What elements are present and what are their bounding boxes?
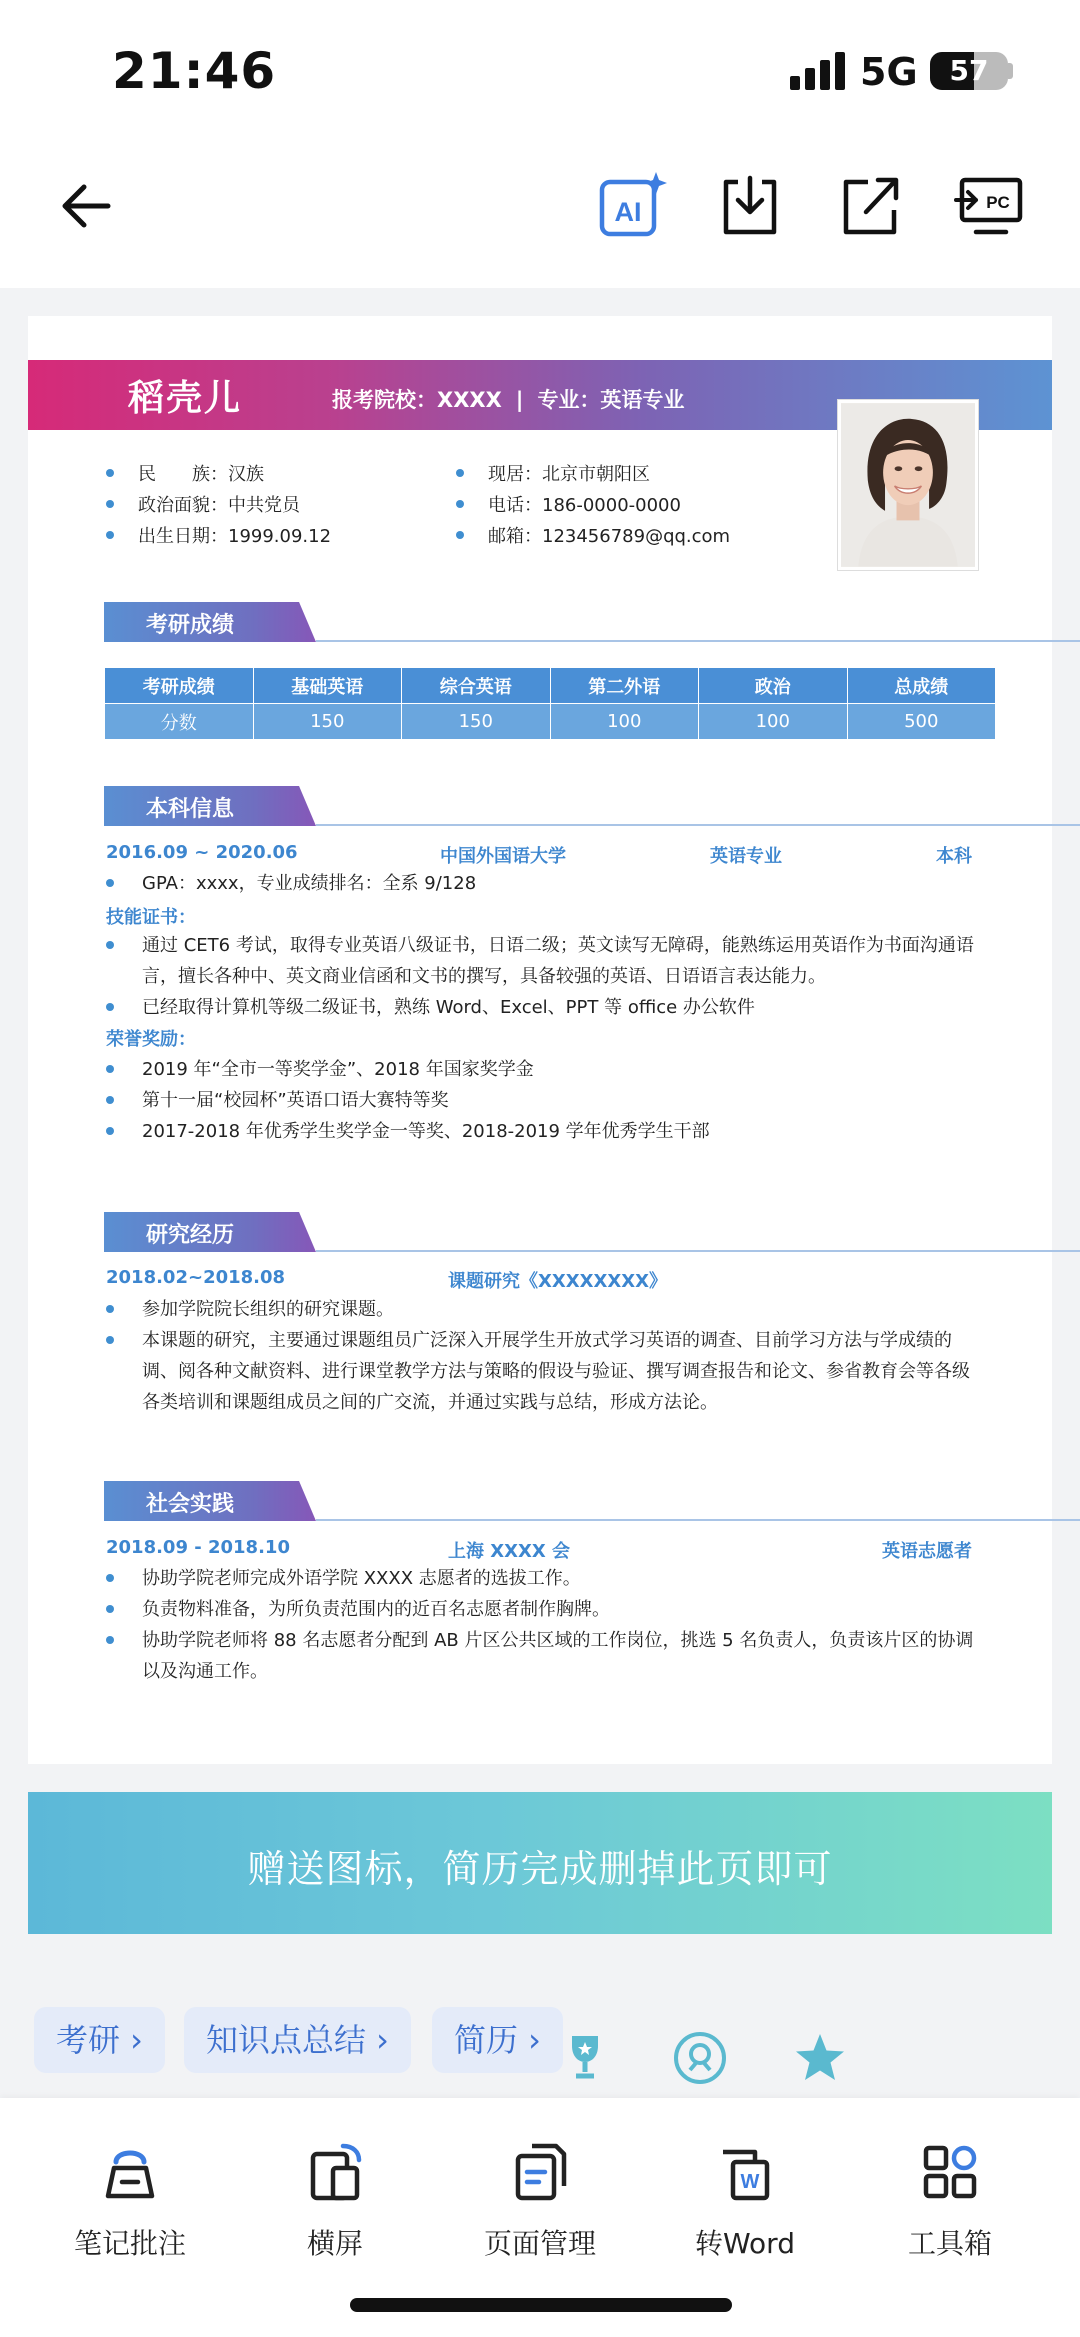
honors-item-2: 第十一届“校园杯”英语口语大赛特等奖 [106,1085,986,1116]
chip-resume[interactable]: 简历 › [432,2007,563,2073]
research-item-1: 参加学院院长组织的研究课题。 [106,1294,986,1325]
practice-period: 2018.09 - 2018.10 [106,1537,290,1558]
battery-icon [930,52,1008,90]
resume-name: 稻壳儿 [128,378,243,419]
download-icon[interactable] [714,170,786,242]
skills-item-1: 通过 CET6 考试，取得专业英语八级证书，日语二级；英文读写无障碍，能熟练运用英语作为书面沟通语言，擅长各种中、英文商业信函和文书的撰写，具备较强的英语、日语语言表达能力。 [106,930,986,992]
page-manage-icon [508,2140,572,2204]
nav-toolbox[interactable]: 工具箱 [870,2140,1030,2262]
undergrad-school: 中国外国语大学 [440,846,566,867]
practice-item-1: 协助学院老师完成外语学院 XXXX 志愿者的选拔工作。 [106,1563,986,1594]
battery-level: 57 [949,54,989,87]
bullet-dot [456,500,464,508]
info-phone: 电话：186-0000-0000 [456,491,681,517]
badge-icon [672,2030,728,2090]
signal-icon [790,52,846,90]
word-icon [713,2140,777,2204]
info-residence: 现居：北京市朝阳区 [456,460,650,486]
research-project: 课题研究《XXXXXXXX》 [448,1271,668,1292]
svg-text:W: W [740,2171,760,2193]
resume-header-info [332,384,684,414]
status-bar [0,0,1080,140]
info-ethnicity: 民 族：汉族 [106,460,264,486]
battery-tip [1008,63,1013,79]
honors-item-3: 2017-2018 年优秀学生奖学金一等奖、2018-2019 学年优秀学生干部 [106,1116,986,1147]
bullet-dot [456,531,464,539]
target-major: 专业：英语专业 [537,388,685,412]
practice-role: 英语志愿者 [882,1541,972,1562]
nav-to-word[interactable]: W 转Word [665,2140,825,2262]
top-toolbar [0,140,1080,288]
pc-view-icon[interactable] [954,170,1026,242]
research-period: 2018.02~2018.08 [106,1267,286,1288]
trophy-icon [560,2034,610,2088]
home-indicator[interactable] [350,2298,732,2312]
gift-icons-banner [28,1792,1052,1934]
skills-item-2: 已经取得计算机等级二级证书，熟练 Word、Excel、PPT 等 office 办公软件 [106,992,986,1023]
toolbox-icon [918,2140,982,2204]
annotate-icon [98,2140,162,2204]
undergrad-gpa: GPA：xxxx，专业成绩排名：全系 9/128 [106,868,986,899]
bullet-dot [106,531,114,539]
score-table-header-row: 考研成绩 基础英语 综合英语 第二外语 政治 总成绩 [105,668,996,704]
target-school: 报考院校：XXXX [332,388,502,412]
header-separator: | [515,388,524,412]
practice-item-2: 负责物料准备，为所负责范围内的近百名志愿者制作胸牌。 [106,1594,986,1625]
practice-org: 上海 XXXX 会 [448,1541,571,1562]
ai-assistant-icon[interactable] [596,170,668,242]
banner-text: 赠送图标，简历完成删掉此页即可 [247,1847,833,1891]
score-table [104,667,996,740]
bullet-dot [456,469,464,477]
pc-label: PC [986,193,1010,212]
share-icon[interactable] [834,170,906,242]
undergrad-period: 2016.09 ~ 2020.06 [106,842,298,863]
profile-photo [838,400,978,570]
undergrad-degree: 本科 [936,846,972,867]
score-table-value-row: 分数 150 150 100 100 500 [105,704,996,740]
research-item-2: 本课题的研究，主要通过课题组员广泛深入开展学生开放式学习英语的调查、目前学习方法与学成绩的调、阅各种文献资料、进行课堂教学方法与策略的假设与验证、撰写调查报告和论文、参省教育会等各级各类培训和课题组成员之间的广交流，并通过实践与总结，形成方法论。 [106,1325,986,1418]
chip-knowledge-summary[interactable]: 知识点总结 › [184,2007,411,2073]
ai-label: AI [614,197,642,227]
honors-item-1: 2019 年“全市一等奖学金”、2018 年国家奖学金 [106,1054,986,1085]
practice-item-3: 协助学院老师将 88 名志愿者分配到 AB 片区公共区域的工作岗位，挑选 5 名负责人，负责该片区的协调以及沟通工作。 [106,1625,986,1687]
nav-note-annotate[interactable]: 笔记批注 [50,2140,210,2262]
bullet-dot [106,500,114,508]
info-email: 邮箱：123456789@qq.com [456,522,730,548]
honors-title: 荣誉奖励： [106,1029,196,1050]
network-type: 5G [860,50,918,94]
info-birthdate: 出生日期：1999.09.12 [106,522,331,548]
undergrad-major: 英语专业 [710,846,782,867]
star-icon [794,2032,846,2088]
back-arrow-icon[interactable] [52,170,124,242]
rotate-screen-icon [303,2140,367,2204]
nav-page-manage[interactable]: 页面管理 [460,2140,620,2262]
skills-title: 技能证书： [106,907,196,928]
chip-kaoyan[interactable]: 考研 › [34,2007,165,2073]
bullet-dot [106,469,114,477]
status-time: 21:46 [112,42,277,100]
info-politics: 政治面貌：中共党员 [106,491,300,517]
nav-landscape[interactable]: 横屏 [255,2140,415,2262]
